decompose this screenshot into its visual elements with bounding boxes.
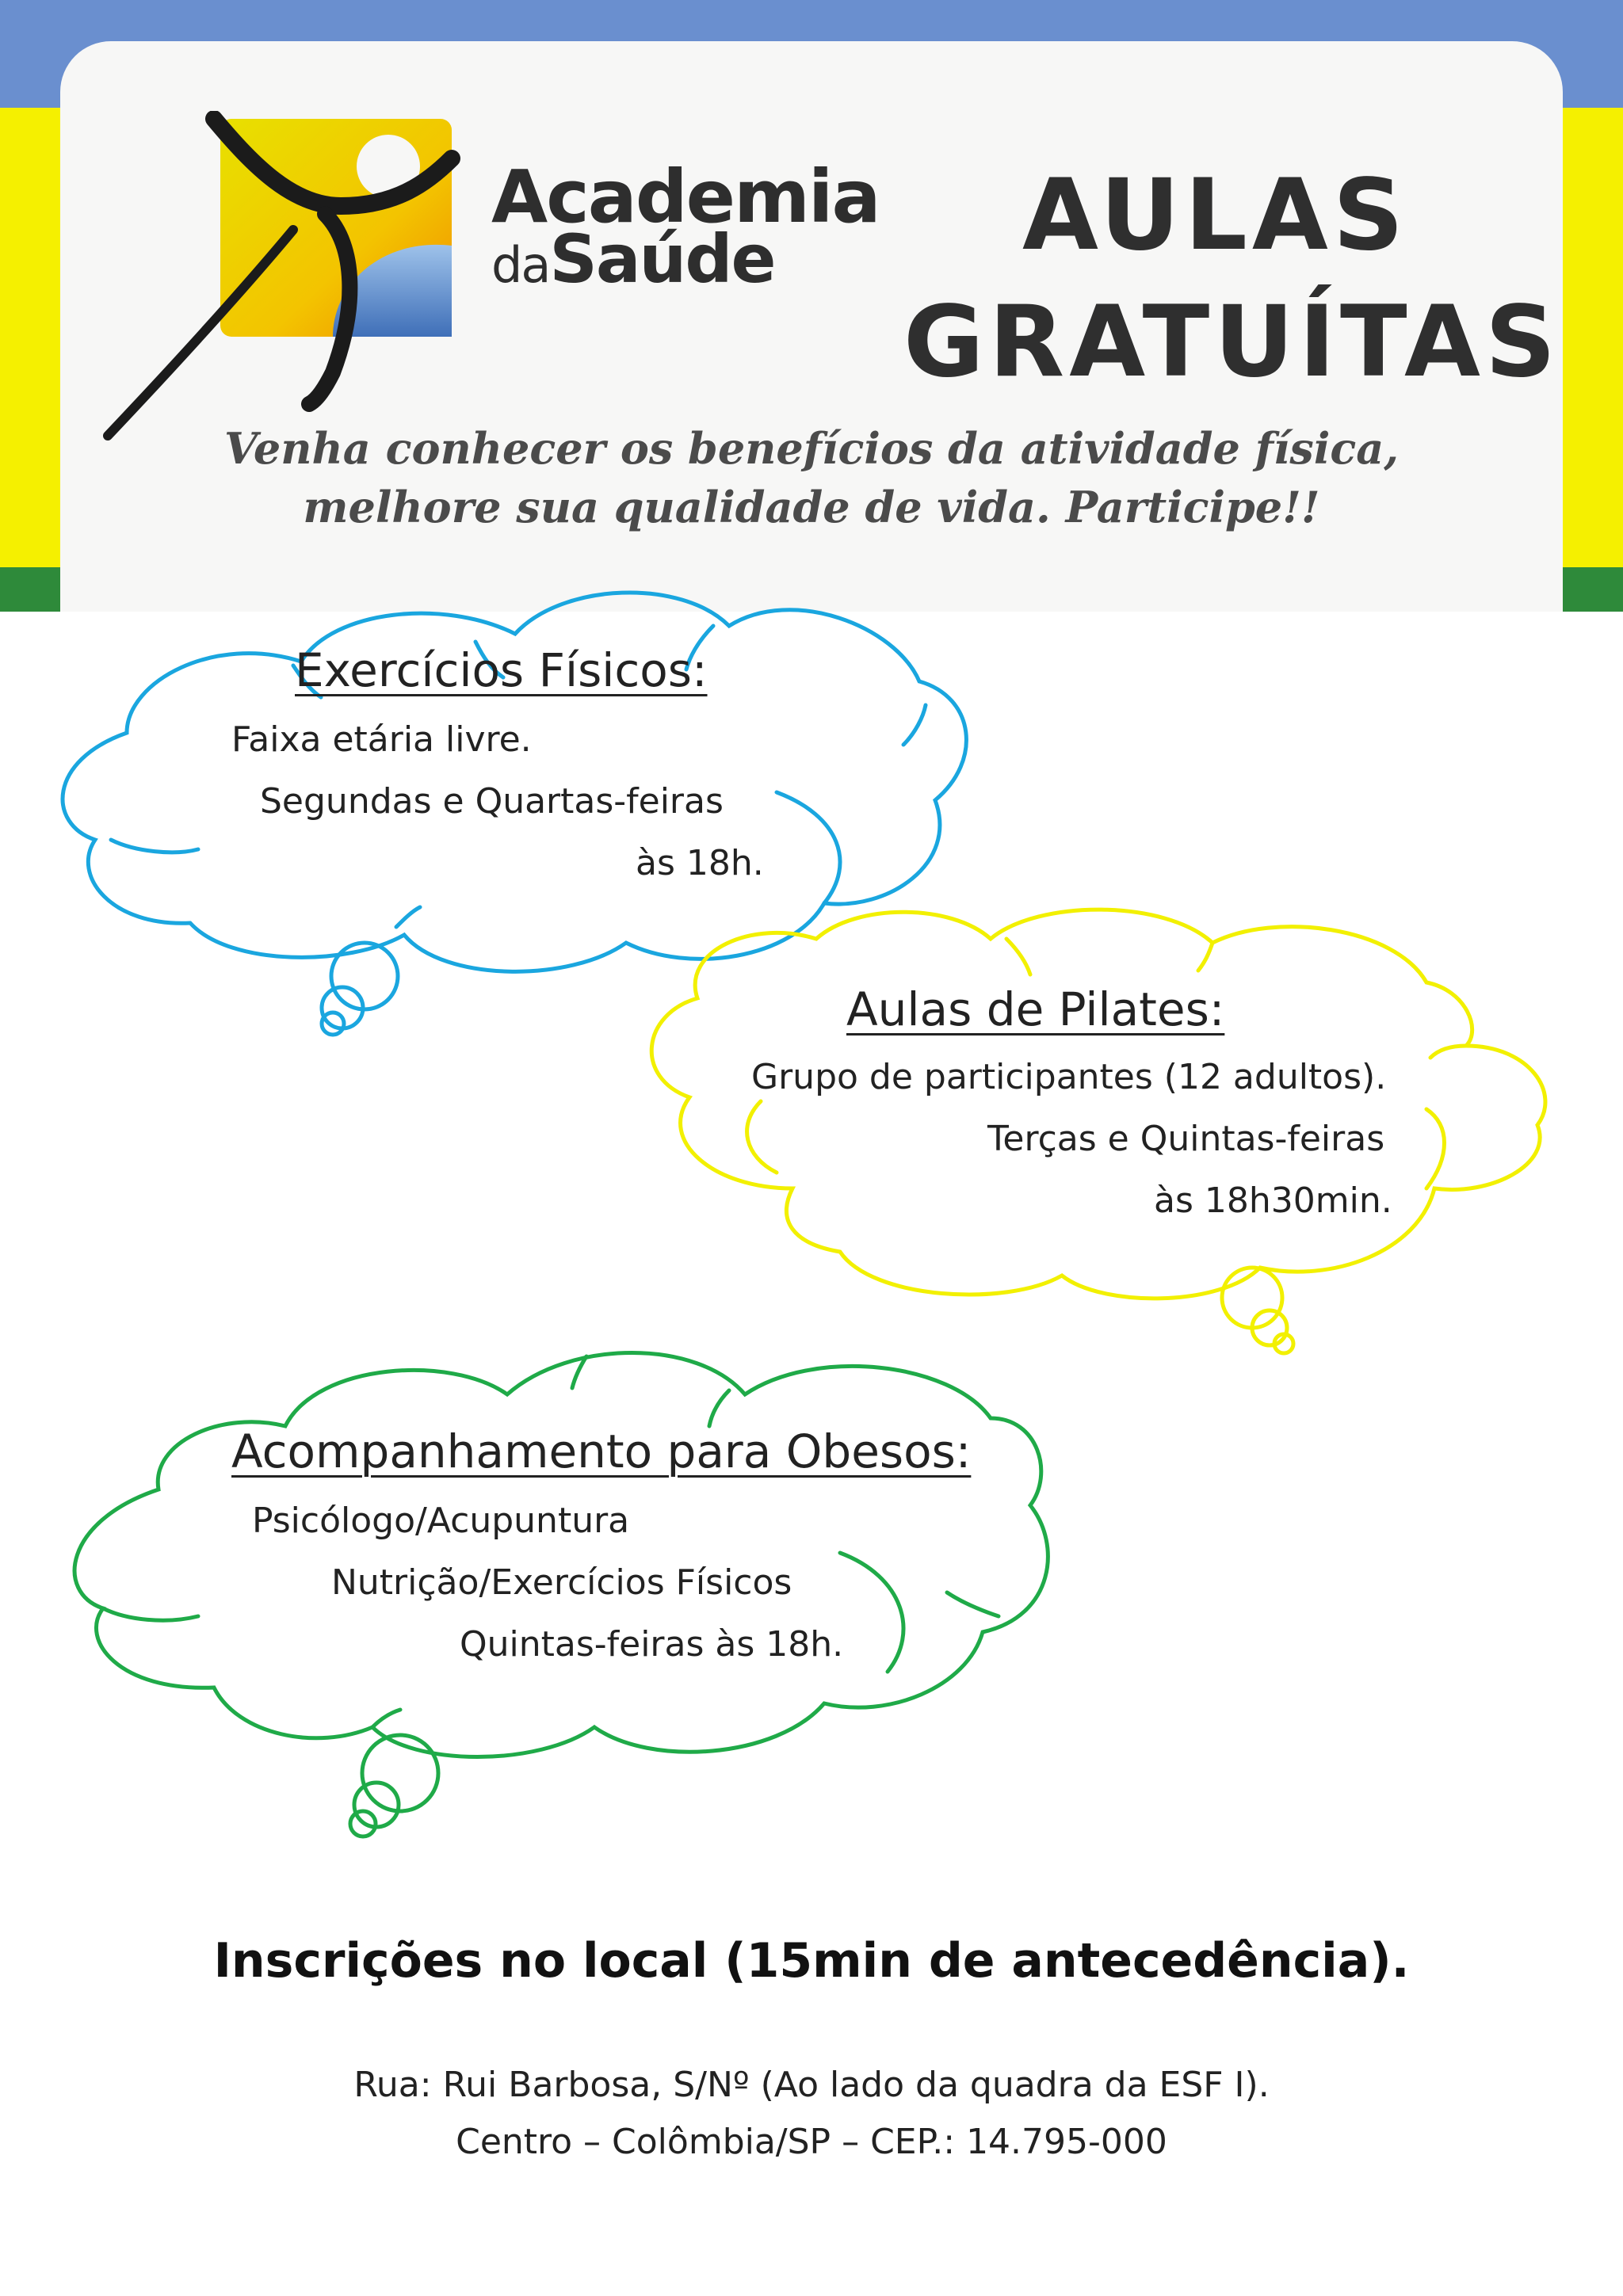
cloud-obesos-title: Acompanhamento para Obesos:	[231, 1425, 972, 1478]
cloud-exercicios-line-3: às 18h.	[636, 843, 764, 883]
cloud-obesos-line-2: Nutrição/Exercícios Físicos	[331, 1562, 792, 1603]
registration-notice: Inscrições no local (15min de antecedência).	[213, 1933, 1410, 1989]
tagline-line-1: Venha conhecer os benefícios da atividade física,	[223, 423, 1400, 474]
cloud-obesos-line-1: Psicólogo/Acupuntura	[252, 1501, 630, 1541]
tagline-line-2: melhore sua qualidade de vida. Participe!!	[303, 482, 1320, 532]
logo-word-academia: Academia	[491, 154, 880, 239]
address-line-1: Rua: Rui Barbosa, S/Nº (Ao lado da quadra da ESF I).	[353, 2065, 1270, 2105]
headline-gratuitas: GRATUÍTAS	[903, 285, 1561, 399]
cloud-obesos-line-3: Quintas-feiras às 18h.	[460, 1624, 844, 1665]
cloud-pilates-line-1: Grupo de participantes (12 adultos).	[751, 1057, 1387, 1097]
cloud-pilates-line-3: às 18h30min.	[1154, 1180, 1392, 1221]
cloud-pilates-title: Aulas de Pilates:	[846, 982, 1225, 1036]
logo-word-saude: Saúde	[549, 220, 775, 298]
headline-aulas: AULAS	[1022, 158, 1409, 273]
cloud-pilates-line-2: Terças e Quintas-feiras	[987, 1119, 1385, 1159]
cloud-exercicios-line-2: Segundas e Quartas-feiras	[260, 781, 724, 822]
address-line-2: Centro – Colômbia/SP – CEP.: 14.795-000	[456, 2122, 1167, 2162]
logo-word-da: da	[491, 236, 550, 294]
cloud-exercicios-line-1: Faixa etária livre.	[231, 719, 532, 760]
cloud-exercicios-title: Exercícios Físicos:	[295, 643, 708, 697]
